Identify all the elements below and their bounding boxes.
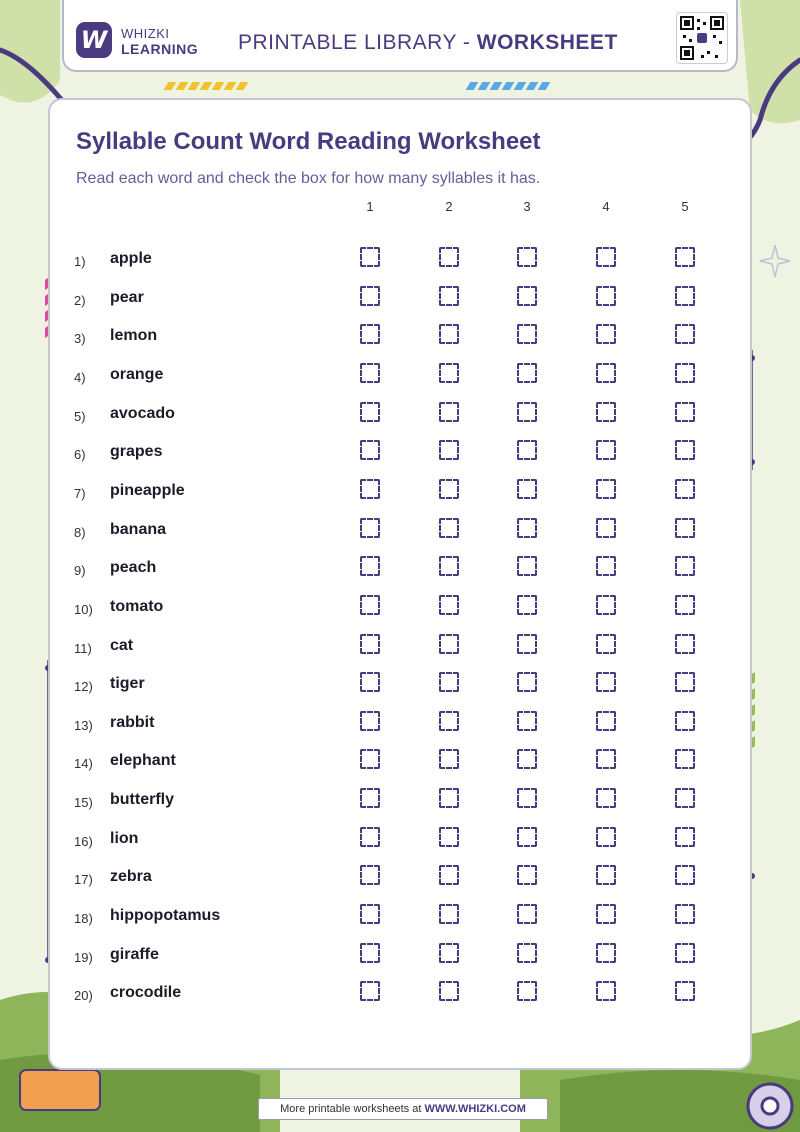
item-word: peach	[110, 559, 157, 576]
syllable-checkbox-3[interactable]	[517, 749, 537, 769]
item-number: 3)	[74, 331, 86, 346]
syllable-checkbox-3[interactable]	[517, 479, 537, 499]
item-word: giraffe	[110, 946, 159, 963]
syllable-checkbox-2[interactable]	[439, 788, 459, 808]
syllable-checkbox-5[interactable]	[675, 595, 695, 615]
brand-name: WHIZKI	[121, 26, 170, 41]
syllable-checkbox-4[interactable]	[596, 904, 616, 924]
syllable-checkbox-4[interactable]	[596, 556, 616, 576]
syllable-checkbox-3[interactable]	[517, 556, 537, 576]
syllable-checkbox-4[interactable]	[596, 711, 616, 731]
syllable-checkbox-2[interactable]	[439, 711, 459, 731]
syllable-checkbox-5[interactable]	[675, 711, 695, 731]
item-number: 11)	[74, 641, 92, 656]
list-item	[0, 521, 800, 551]
item-word: zebra	[110, 868, 152, 885]
syllable-checkbox-1[interactable]	[360, 518, 380, 538]
item-word: crocodile	[110, 984, 182, 1001]
item-word: lemon	[110, 327, 158, 344]
item-number: 15)	[74, 795, 93, 810]
syllable-checkbox-5[interactable]	[675, 402, 695, 422]
item-number: 6)	[74, 447, 86, 462]
syllable-checkbox-4[interactable]	[596, 402, 616, 422]
syllable-checkbox-4[interactable]	[596, 247, 616, 267]
item-number: 20)	[74, 988, 93, 1003]
syllable-checkbox-1[interactable]	[360, 865, 380, 885]
list-item	[0, 868, 800, 898]
list-item	[0, 637, 800, 667]
syllable-checkbox-1[interactable]	[360, 711, 380, 731]
syllable-checkbox-3[interactable]	[517, 518, 537, 538]
syllable-checkbox-4[interactable]	[596, 363, 616, 383]
column-header-4: 4	[602, 199, 610, 214]
syllable-checkbox-1[interactable]	[360, 634, 380, 654]
syllable-checkbox-1[interactable]	[360, 943, 380, 963]
item-number: 17)	[74, 872, 93, 887]
syllable-checkbox-1[interactable]	[360, 749, 380, 769]
syllable-checkbox-1[interactable]	[360, 981, 380, 1001]
list-item	[0, 675, 800, 705]
syllable-checkbox-3[interactable]	[517, 363, 537, 383]
item-number: 7)	[74, 486, 86, 501]
footer-banner: More printable worksheets at WWW.WHIZKI.COM	[258, 1098, 548, 1120]
syllable-checkbox-5[interactable]	[675, 981, 695, 1001]
list-item	[0, 366, 800, 396]
blue-stripes	[468, 82, 548, 90]
item-number: 8)	[74, 525, 86, 540]
syllable-checkbox-2[interactable]	[439, 247, 459, 267]
page-title: Syllable Count Word Reading Worksheet	[76, 128, 541, 155]
item-number: 10)	[74, 602, 93, 617]
item-number: 4)	[74, 370, 86, 385]
list-item	[0, 327, 800, 357]
item-number: 12)	[74, 679, 93, 694]
item-word: orange	[110, 366, 164, 383]
item-word: cat	[110, 637, 134, 654]
list-item	[0, 830, 800, 860]
syllable-checkbox-4[interactable]	[596, 479, 616, 499]
syllable-checkbox-5[interactable]	[675, 440, 695, 460]
syllable-checkbox-1[interactable]	[360, 904, 380, 924]
list-item	[0, 984, 800, 1014]
syllable-checkbox-5[interactable]	[675, 286, 695, 306]
item-word: tiger	[110, 675, 145, 692]
syllable-checkbox-3[interactable]	[517, 595, 537, 615]
syllable-checkbox-3[interactable]	[517, 981, 537, 1001]
list-item	[0, 752, 800, 782]
syllable-checkbox-5[interactable]	[675, 363, 695, 383]
syllable-checkbox-5[interactable]	[675, 634, 695, 654]
syllable-checkbox-2[interactable]	[439, 943, 459, 963]
list-item	[0, 791, 800, 821]
syllable-checkbox-3[interactable]	[517, 324, 537, 344]
item-number: 1)	[74, 254, 86, 269]
syllable-checkbox-5[interactable]	[675, 749, 695, 769]
item-word: banana	[110, 521, 167, 538]
syllable-checkbox-4[interactable]	[596, 749, 616, 769]
syllable-checkbox-5[interactable]	[675, 479, 695, 499]
syllable-checkbox-1[interactable]	[360, 595, 380, 615]
syllable-checkbox-3[interactable]	[517, 634, 537, 654]
yellow-stripes	[166, 82, 246, 90]
syllable-checkbox-4[interactable]	[596, 324, 616, 344]
syllable-checkbox-1[interactable]	[360, 402, 380, 422]
syllable-checkbox-2[interactable]	[439, 556, 459, 576]
syllable-checkbox-2[interactable]	[439, 672, 459, 692]
syllable-checkbox-2[interactable]	[439, 749, 459, 769]
whizki-logo-icon: W	[76, 22, 112, 58]
item-word: rabbit	[110, 714, 155, 731]
syllable-checkbox-3[interactable]	[517, 672, 537, 692]
item-number: 9)	[74, 563, 86, 578]
syllable-checkbox-4[interactable]	[596, 788, 616, 808]
syllable-checkbox-2[interactable]	[439, 286, 459, 306]
item-word: pineapple	[110, 482, 185, 499]
syllable-checkbox-4[interactable]	[596, 865, 616, 885]
syllable-checkbox-4[interactable]	[596, 672, 616, 692]
syllable-checkbox-5[interactable]	[675, 943, 695, 963]
syllable-checkbox-1[interactable]	[360, 556, 380, 576]
item-number: 14)	[74, 756, 93, 771]
syllable-checkbox-5[interactable]	[675, 556, 695, 576]
qr-code-icon	[676, 12, 728, 64]
syllable-checkbox-2[interactable]	[439, 595, 459, 615]
syllable-checkbox-1[interactable]	[360, 672, 380, 692]
syllable-checkbox-3[interactable]	[517, 827, 537, 847]
instructions: Read each word and check the box for how many syllables it has.	[76, 170, 541, 187]
column-header-1: 1	[366, 199, 374, 214]
item-number: 16)	[74, 834, 93, 849]
syllable-checkbox-3[interactable]	[517, 402, 537, 422]
syllable-checkbox-3[interactable]	[517, 865, 537, 885]
list-item	[0, 714, 800, 744]
syllable-checkbox-5[interactable]	[675, 865, 695, 885]
item-word: tomato	[110, 598, 164, 615]
column-header-3: 3	[523, 199, 531, 214]
item-number: 2)	[74, 293, 86, 308]
list-item	[0, 443, 800, 473]
list-item	[0, 598, 800, 628]
syllable-checkbox-3[interactable]	[517, 440, 537, 460]
column-header-5: 5	[681, 199, 689, 214]
syllable-checkbox-2[interactable]	[439, 981, 459, 1001]
syllable-checkbox-4[interactable]	[596, 827, 616, 847]
item-word: apple	[110, 250, 152, 267]
syllable-checkbox-3[interactable]	[517, 247, 537, 267]
syllable-checkbox-1[interactable]	[360, 479, 380, 499]
syllable-checkbox-3[interactable]	[517, 286, 537, 306]
syllable-checkbox-4[interactable]	[596, 440, 616, 460]
list-item	[0, 405, 800, 435]
list-item	[0, 250, 800, 280]
syllable-checkbox-3[interactable]	[517, 943, 537, 963]
syllable-checkbox-2[interactable]	[439, 865, 459, 885]
syllable-checkbox-4[interactable]	[596, 286, 616, 306]
syllable-checkbox-1[interactable]	[360, 363, 380, 383]
column-header-2: 2	[445, 199, 453, 214]
list-item	[0, 482, 800, 512]
syllable-checkbox-1[interactable]	[360, 286, 380, 306]
brand-subtitle: LEARNING	[121, 41, 199, 57]
syllable-checkbox-2[interactable]	[439, 363, 459, 383]
syllable-checkbox-1[interactable]	[360, 827, 380, 847]
syllable-checkbox-4[interactable]	[596, 518, 616, 538]
item-word: grapes	[110, 443, 163, 460]
syllable-checkbox-3[interactable]	[517, 788, 537, 808]
syllable-checkbox-2[interactable]	[439, 518, 459, 538]
syllable-checkbox-1[interactable]	[360, 788, 380, 808]
item-word: lion	[110, 830, 139, 847]
syllable-checkbox-5[interactable]	[675, 247, 695, 267]
syllable-checkbox-3[interactable]	[517, 711, 537, 731]
syllable-checkbox-3[interactable]	[517, 904, 537, 924]
item-number: 18)	[74, 911, 93, 926]
item-number: 19)	[74, 950, 93, 965]
item-word: pear	[110, 289, 144, 306]
header-title: PRINTABLE LIBRARY - WORKSHEET	[238, 31, 618, 54]
list-item	[0, 946, 800, 976]
syllable-checkbox-2[interactable]	[439, 634, 459, 654]
syllable-checkbox-5[interactable]	[675, 827, 695, 847]
item-number: 5)	[74, 409, 86, 424]
syllable-checkbox-2[interactable]	[439, 402, 459, 422]
syllable-checkbox-2[interactable]	[439, 827, 459, 847]
syllable-checkbox-4[interactable]	[596, 634, 616, 654]
syllable-checkbox-2[interactable]	[439, 440, 459, 460]
syllable-checkbox-5[interactable]	[675, 324, 695, 344]
syllable-checkbox-4[interactable]	[596, 981, 616, 1001]
syllable-checkbox-2[interactable]	[439, 904, 459, 924]
list-item	[0, 559, 800, 589]
syllable-checkbox-1[interactable]	[360, 440, 380, 460]
syllable-checkbox-5[interactable]	[675, 788, 695, 808]
list-item	[0, 907, 800, 937]
item-word: hippopotamus	[110, 907, 221, 924]
syllable-checkbox-5[interactable]	[675, 904, 695, 924]
syllable-checkbox-5[interactable]	[675, 518, 695, 538]
list-item	[0, 289, 800, 319]
syllable-checkbox-4[interactable]	[596, 595, 616, 615]
item-word: butterfly	[110, 791, 174, 808]
syllable-checkbox-5[interactable]	[675, 672, 695, 692]
item-number: 13)	[74, 718, 93, 733]
syllable-checkbox-2[interactable]	[439, 324, 459, 344]
syllable-checkbox-2[interactable]	[439, 479, 459, 499]
item-word: elephant	[110, 752, 176, 769]
syllable-checkbox-4[interactable]	[596, 943, 616, 963]
syllable-checkbox-1[interactable]	[360, 324, 380, 344]
item-word: avocado	[110, 405, 175, 422]
syllable-checkbox-1[interactable]	[360, 247, 380, 267]
